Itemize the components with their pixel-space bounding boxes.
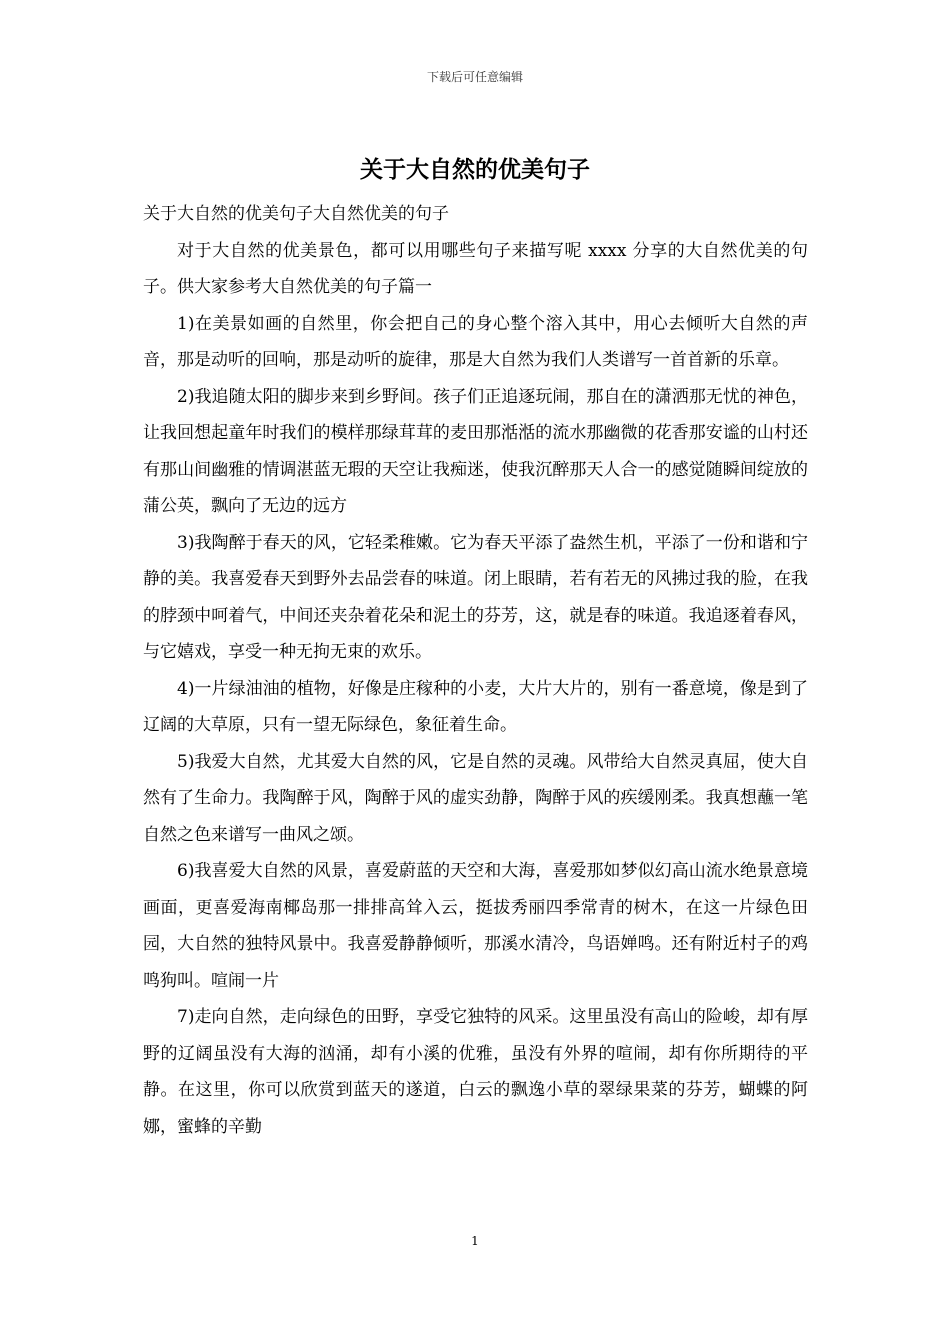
subtitle-line: 关于大自然的优美句子大自然优美的句子 xyxy=(143,204,449,224)
paragraph-3: 3)我陶醉于春天的风，它轻柔稚嫩。它为春天平添了盎然生机，平添了一份和谐和宁静的美。我喜爱春天到野外去品尝春的味道。闭上眼睛，若有若无的风拂过我的脸，在我的脖颈中呵着气，中间还夹杂着花朵和泥土的芬芳，这，就是春的味道。我追逐着春风，与它嬉戏，享受一种无拘无束的欢乐。 xyxy=(143,532,808,662)
paragraph-4: 4)一片绿油油的植物，好像是庄稼种的小麦，大片大片的，别有一番意境，像是到了辽阔的大草原，只有一望无际绿色，象征着生命。 xyxy=(143,678,808,735)
paragraph-7: 7)走向自然，走向绿色的田野，享受它独特的风采。这里虽没有高山的险峻，却有厚野的辽阔虽没有大海的汹涌，却有小溪的优雅，虽没有外界的喧闹，却有你所期待的平静。在这里，你可以欣赏到蓝天的遂道，白云的飘逸小草的翠绿果菜的芬芳，蝴蝶的阿娜，蜜蜂的辛勤 xyxy=(143,1007,808,1137)
page-number: 1 xyxy=(471,1234,479,1248)
header-note: 下载后可任意编辑 xyxy=(426,70,523,84)
paragraph-2: 2)我追随太阳的脚步来到乡野间。孩子们正追逐玩闹，那自在的潇洒那无忧的神色，让我回想起童年时我们的模样那绿茸茸的麦田那湉湉的流水那幽微的花香那安谧的山村还有那山间幽雅的情调湛蓝无瑕的天空让我痴迷，使我沉醉那天人合一的感觉随瞬间绽放的蒲公英，飘向了无边的远方 xyxy=(143,386,808,516)
paragraph-1: 1)在美景如画的自然里，你会把自己的身心整个溶入其中，用心去倾听大自然的声音，那是动听的回响，那是动听的旋律，那是大自然为我们人类谱写一首首新的乐章。 xyxy=(143,313,808,370)
document-title: 关于大自然的优美句子 xyxy=(360,157,590,183)
document-body xyxy=(143,196,808,1145)
paragraph-intro: 对于大自然的优美景色，都可以用哪些句子来描写呢 xxxx 分享的大自然优美的句子。供大家参考大自然优美的句子篇一 xyxy=(143,240,808,297)
paragraph-5: 5)我爱大自然，尤其爱大自然的风，它是自然的灵魂。风带给大自然灵真屈，使大自然有了生命力。我陶醉于风，陶醉于风的虚实劲静，陶醉于风的疾缓刚柔。我真想蘸一笔自然之色来谱写一曲风之颂。 xyxy=(143,751,808,845)
paragraph-6: 6)我喜爱大自然的风景，喜爱蔚蓝的天空和大海，喜爱那如梦似幻高山流水绝景意境画面，更喜爱海南椰岛那一排排高耸入云，挺拔秀丽四季常青的树木，在这一片绿色田园，大自然的独特风景中。我喜爱静静倾听，那溪水清冷，鸟语婵鸣。还有附近村子的鸡鸣狗叫。喧闹一片 xyxy=(143,861,808,991)
